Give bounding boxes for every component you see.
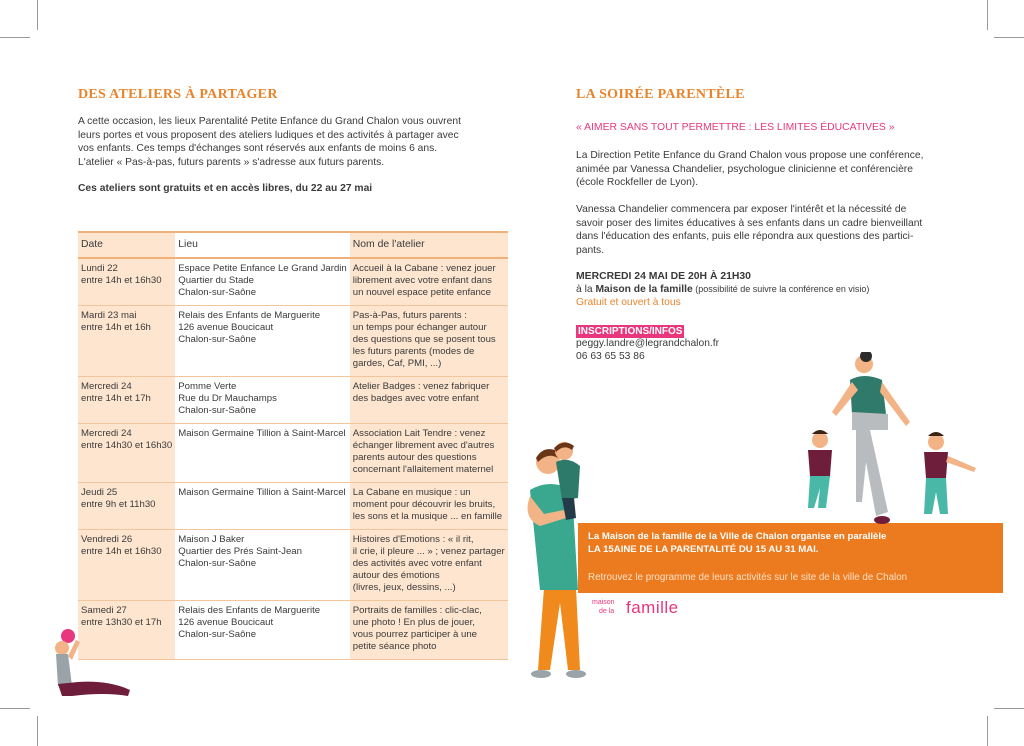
cell-nom-line: gardes, Caf, PMI, ...) — [352, 358, 442, 369]
cell-date-line: entre 14h et 16h30 — [81, 275, 162, 286]
event-free: Gratuit et ouvert à tous — [576, 297, 681, 308]
cell-lieu-line: 126 avenue Boucicaut — [178, 322, 274, 333]
soiree-para-1 — [576, 149, 956, 190]
contact-phone: 06 63 65 53 86 — [576, 351, 645, 362]
cell-nom-line: librement avec votre enfant dans — [352, 275, 492, 286]
yoga-illustration — [48, 624, 136, 700]
cell-date-line: Vendredi 26 — [81, 534, 133, 545]
cell-nom-line: des badges avec votre enfant — [352, 393, 479, 404]
crop-mark — [0, 37, 30, 38]
cell-nom-line: les sons et la musique ... en famille — [352, 511, 503, 522]
event-where — [576, 284, 869, 295]
ateliers-table — [78, 231, 508, 660]
table-header-row — [78, 232, 508, 258]
cell-nom-line: une photo ! En plus de jouer, — [352, 617, 475, 628]
cell-nom — [350, 258, 508, 306]
cell-date-line: Lundi 22 — [81, 263, 118, 274]
table-row — [78, 377, 508, 424]
cell-lieu-line: Chalon-sur-Saône — [178, 287, 257, 298]
cell-date-line: entre 14h et 16h — [81, 322, 151, 333]
crop-mark — [0, 708, 30, 709]
cell-date — [78, 424, 175, 483]
cell-lieu-line: Pomme Verte — [178, 381, 237, 392]
column-header-nom: Nom de l'atelier — [350, 232, 508, 258]
banner-line-2: LA 15AINE DE LA PARENTALITÉ DU 15 AU 31 MAI. — [588, 544, 819, 555]
cell-nom — [350, 424, 508, 483]
para-line: dans l'éducation des enfants, puis elle répondra aux questions des partici- — [576, 231, 914, 243]
cell-date-line: entre 9h et 11h30 — [81, 499, 156, 510]
cell-date-line: entre 14h30 et 16h30 — [81, 440, 173, 451]
cell-lieu — [175, 306, 350, 377]
cell-lieu — [175, 377, 350, 424]
cell-nom — [350, 601, 508, 660]
cell-nom-line: Histoires d'Emotions : « il rit, — [352, 534, 474, 545]
crop-mark — [987, 716, 988, 746]
cell-nom-line: les futurs parents (modes de — [352, 346, 475, 357]
cell-date-line: Mercredi 24 — [81, 428, 132, 439]
cell-nom-line: La Cabane en musique : un — [352, 487, 471, 498]
cell-nom-line: (livres, jeux, dessins, ...) — [352, 582, 456, 593]
cell-nom-line: Portraits de familles : clic-clac, — [352, 605, 482, 616]
para-line: savoir poser des limites éducatives à ses enfants dans un cadre bienveillant — [576, 217, 923, 229]
cell-nom-line: Accueil à la Cabane : venez jouer — [352, 263, 496, 274]
cell-nom-line: des questions que se posent tous — [352, 334, 496, 345]
cell-date-line: Samedi 27 — [81, 605, 127, 616]
intro-line: leurs portes et vous proposent des ateliers ludiques et des activités à partager avec — [78, 129, 459, 141]
cell-date-line: Mardi 23 mai — [81, 310, 137, 321]
inscriptions-badge: INSCRIPTIONS/INFOS — [578, 326, 683, 337]
cell-lieu-line: Chalon-sur-Saône — [178, 405, 257, 416]
cell-nom — [350, 530, 508, 601]
father-child-illustration — [510, 438, 620, 683]
crop-mark — [37, 0, 38, 30]
cell-date-line: Jeudi 25 — [81, 487, 118, 498]
cell-nom-line: des activités avec votre enfant — [352, 558, 482, 569]
cell-nom-line: Pas-à-Pas, futurs parents : — [352, 310, 467, 321]
cell-lieu — [175, 424, 350, 483]
where-prefix: à la — [576, 284, 596, 295]
intro-line: L'atelier « Pas-à-pas, futurs parents » s'adresse aux futurs parents. — [78, 156, 385, 168]
cell-nom-line: Association Lait Tendre : venez — [352, 428, 486, 439]
cell-lieu-line: Quartier des Prés Saint-Jean — [178, 546, 302, 557]
contact-email[interactable]: peggy.landre@legrandchalon.fr — [576, 338, 720, 349]
cell-lieu-line: Espace Petite Enfance Le Grand Jardin — [178, 263, 347, 274]
soiree-subtitle: « AIMER SANS TOUT PERMETTRE : LES LIMITES ÉDUCATIVES » — [576, 122, 895, 133]
cell-lieu — [175, 258, 350, 306]
cell-nom — [350, 483, 508, 530]
banner-line-3: Retrouvez le programme de leurs activités sur le site de la ville de Chalon — [588, 572, 908, 583]
logo-text-de-la: de la — [599, 608, 615, 615]
cell-date-line: Mercredi 24 — [81, 381, 132, 392]
intro-line: A cette occasion, les lieux Parentalité Petite Enfance du Grand Chalon vous ouvrent — [78, 116, 461, 127]
para-line: animée par Vanessa Chandelier, psychologue clinicienne et conférencière — [576, 163, 913, 175]
table-row — [78, 306, 508, 377]
banner-line-1: La Maison de la famille de la Ville de Chalon organise en parallèle — [588, 531, 887, 542]
cell-lieu-line: Chalon-sur-Saône — [178, 558, 257, 569]
cell-date — [78, 530, 175, 601]
ateliers-free-note: Ces ateliers sont gratuits et en accès libres, du 22 au 27 mai — [78, 183, 373, 194]
column-header-lieu: Lieu — [175, 232, 350, 258]
cell-lieu — [175, 483, 350, 530]
cell-lieu-line: Chalon-sur-Saône — [178, 334, 257, 345]
event-when: MERCREDI 24 MAI DE 20H À 21H30 — [576, 271, 751, 282]
crop-mark — [994, 708, 1024, 709]
cell-lieu — [175, 601, 350, 660]
where-place: Maison de la famille — [595, 284, 693, 295]
cell-nom-line: parents autour des questions — [352, 452, 477, 463]
logo-text-maison: maison — [592, 599, 615, 606]
ateliers-intro — [78, 115, 498, 169]
cell-date-line: entre 14h et 16h30 — [81, 546, 162, 557]
cell-nom-line: Atelier Badges : venez fabriquer — [352, 381, 490, 392]
cell-nom-line: un nouvel espace petite enfance — [352, 287, 491, 298]
cell-lieu-line: Quartier du Stade — [178, 275, 254, 286]
cell-lieu-line: Rue du Dr Mauchamps — [178, 393, 277, 404]
cell-nom-line: concernant l'allaitement maternel — [352, 464, 494, 475]
cell-lieu-line: Relais des Enfants de Marguerite — [178, 605, 321, 616]
crop-mark — [987, 0, 988, 30]
table-row — [78, 530, 508, 601]
ateliers-heading: DES ATELIERS À PARTAGER — [78, 87, 278, 102]
intro-line: vos enfants. Ces temps d'échanges sont réservés aux enfants de moins 6 ans. — [78, 143, 438, 155]
cell-nom-line: petite séance photo — [352, 641, 437, 652]
cell-nom-line: il crie, il pleure ... » ; venez partager — [352, 546, 505, 557]
cell-date — [78, 377, 175, 424]
table-row — [78, 601, 508, 660]
cell-nom-line: autour des émotions — [352, 570, 440, 581]
para-line: (école Rockfeller de Lyon). — [576, 177, 699, 189]
cell-nom-line: échanger librement avec d'autres — [352, 440, 495, 451]
cell-lieu-line: Maison J Baker — [178, 534, 245, 545]
cell-nom-line: moment pour découvrir les bruits, — [352, 499, 496, 510]
table-row — [78, 424, 508, 483]
cell-lieu-line: Maison Germaine Tillion à Saint-Marcel — [178, 487, 346, 498]
cell-nom — [350, 377, 508, 424]
cell-lieu — [175, 530, 350, 601]
cell-lieu-line: Chalon-sur-Saône — [178, 629, 257, 640]
table-body — [78, 258, 508, 660]
cell-nom-line: vous pourrez participer à une — [352, 629, 478, 640]
cell-date-line: entre 13h30 et 17h — [81, 617, 162, 628]
para-line: pants. — [576, 244, 605, 256]
para-line: La Direction Petite Enfance du Grand Chalon vous propose une conférence, — [576, 150, 924, 161]
crop-mark — [37, 716, 38, 746]
cell-date — [78, 258, 175, 306]
where-note: (possibilité de suivre la conférence en visio) — [692, 284, 870, 294]
table-row — [78, 483, 508, 530]
crop-mark — [994, 37, 1024, 38]
cell-nom — [350, 306, 508, 377]
cell-lieu-line: Maison Germaine Tillion à Saint-Marcel — [178, 428, 346, 439]
cell-nom-line: un temps pour échanger autour — [352, 322, 487, 333]
logo-text-famille: famille — [626, 598, 679, 617]
parentalite-banner — [578, 523, 1003, 593]
cell-date — [78, 483, 175, 530]
cell-lieu-line: 126 avenue Boucicaut — [178, 617, 274, 628]
table-row — [78, 258, 508, 306]
cell-date — [78, 306, 175, 377]
mother-kids-illustration — [796, 352, 986, 532]
soiree-para-2 — [576, 203, 956, 257]
column-header-date: Date — [78, 232, 175, 258]
cell-lieu-line: Relais des Enfants de Marguerite — [178, 310, 321, 321]
para-line: Vanessa Chandelier commencera par exposer l'intérêt et la nécessité de — [576, 204, 907, 215]
soiree-heading: LA SOIRÉE PARENTÈLE — [576, 87, 745, 102]
cell-date-line: entre 14h et 17h — [81, 393, 151, 404]
